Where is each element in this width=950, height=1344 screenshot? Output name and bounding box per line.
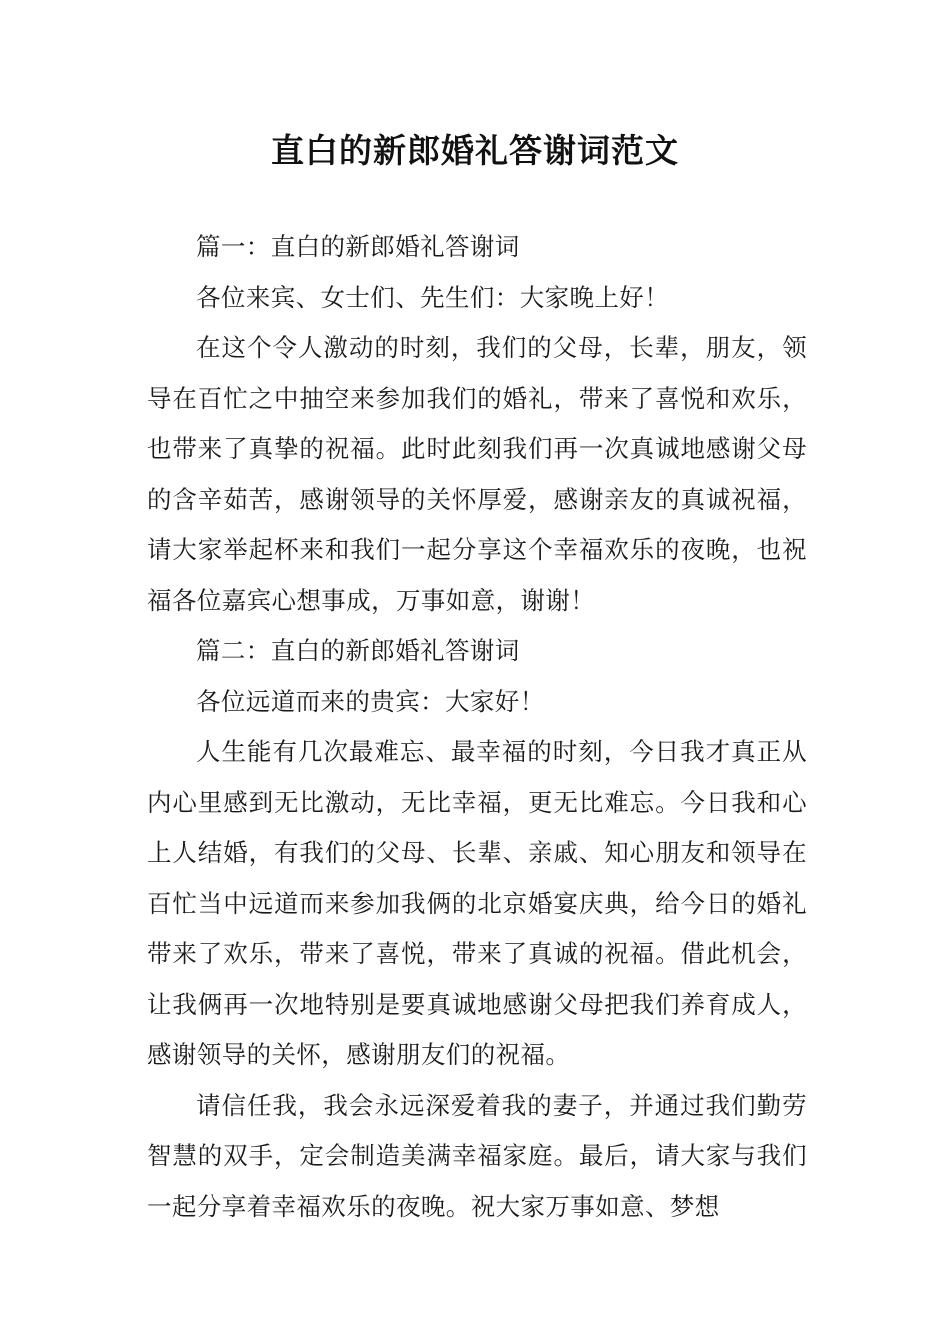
document-body [147, 222, 807, 1232]
body-paragraph-1: 在这个令人激动的时刻，我们的父母，长辈，朋友，领导在百忙之中抽空来参加我们的婚礼，带来了喜悦和欢乐，也带来了真挚的祝福。此时此刻我们再一次真诚地感谢父母的含辛茹苦，感谢领导的关怀厚爱，感谢亲友的真诚祝福，请大家举起杯来和我们一起分享这个幸福欢乐的夜晚，也祝福各位嘉宾心想事成，万事如意，谢谢！ [147, 333, 807, 615]
section-heading-2: 篇二：直白的新郎婚礼答谢词 [196, 636, 520, 665]
body-paragraph-2: 人生能有几次最难忘、最幸福的时刻，今日我才真正从内心里感到无比激动，无比幸福，更无比难忘。今日我和心上人结婚，有我们的父母、长辈、亲戚、知心朋友和领导在百忙当中远道而来参加我俩的北京婚宴庆典，给今日的婚礼带来了欢乐，带来了喜悦，带来了真诚的祝福。借此机会，让我俩再一次地特别是要真诚地感谢父母把我们养育成人，感谢领导的关怀，感谢朋友们的祝福。 [147, 737, 807, 1069]
document-title: 直白的新郎婚礼答谢词范文 [271, 131, 679, 170]
greeting-paragraph-2: 各位远道而来的贵宾：大家好！ [196, 686, 545, 716]
greeting-paragraph-1: 各位来宾、女士们、先生们：大家晚上好！ [196, 282, 670, 312]
section-heading-1: 篇一：直白的新郎婚礼答谢词 [196, 232, 520, 261]
body-paragraph-3: 请信任我，我会永远深爱着我的妻子，并通过我们勤劳智慧的双手，定会制造美满幸福家庭。最后，请大家与我们一起分享着幸福欢乐的夜晚。祝大家万事如意、梦想 [147, 1090, 807, 1221]
